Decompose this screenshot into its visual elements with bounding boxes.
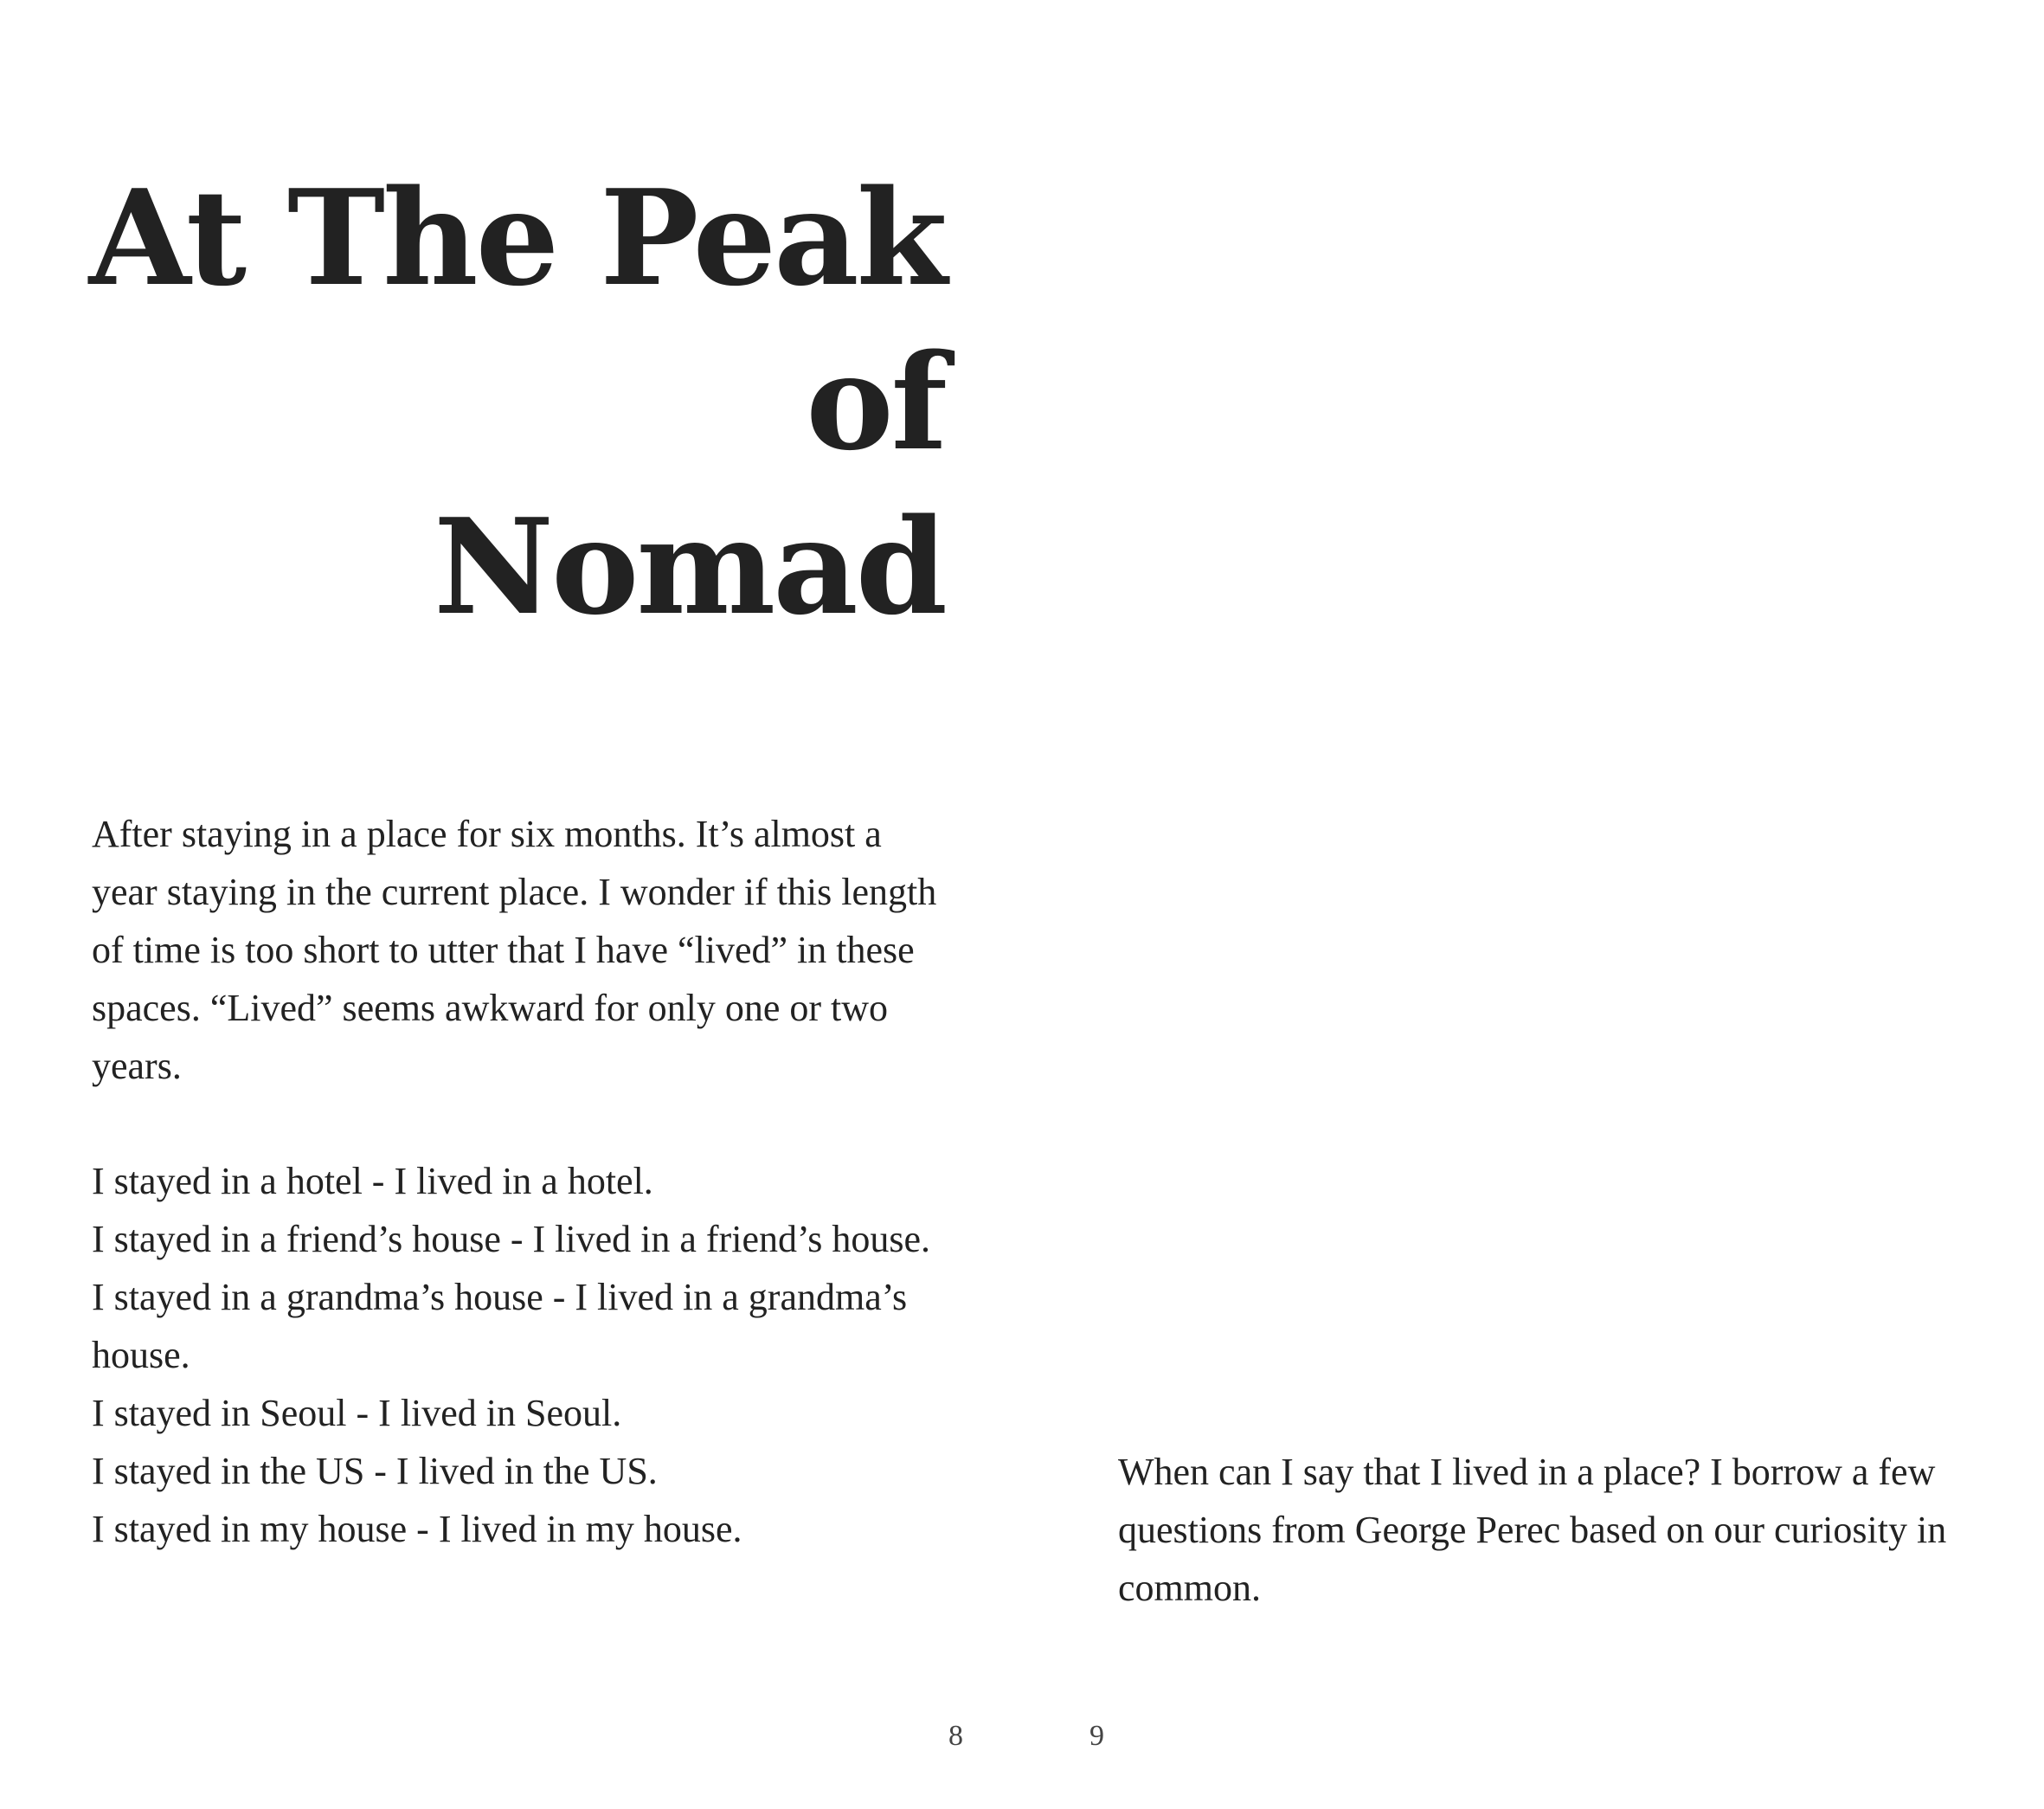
question-paragraph: When can I say that I lived in a place? I borrow a few questions from George Perec based on our curiosity in common. xyxy=(1118,1451,1947,1609)
stay-line: I stayed in Seoul - I lived in Seoul. xyxy=(92,1392,622,1434)
page-number-left: 8 xyxy=(948,1720,963,1752)
stay-line: I stayed in a hotel - I lived in a hotel. xyxy=(92,1160,653,1202)
stay-line: I stayed in my house - I lived in my house. xyxy=(92,1508,742,1550)
page-number-right: 9 xyxy=(1089,1720,1104,1752)
title-line-1: At The Peak xyxy=(88,160,945,315)
chapter-title xyxy=(87,156,945,649)
intro-paragraph: After staying in a place for six months. It’s almost a year staying in the current place. I wonder if this length of time is too short to utter that I have “lived” in these spaces. “Lived” seems awkward for only one or two years. xyxy=(92,813,937,1087)
right-page xyxy=(1022,0,2044,1809)
title-line-2: of xyxy=(806,325,945,480)
title-line-3: Nomad xyxy=(434,489,945,644)
stay-line: I stayed in a friend’s house - I lived in a friend’s house. xyxy=(92,1218,930,1260)
stays-list xyxy=(92,1152,948,1558)
stay-line: I stayed in the US - I lived in the US. xyxy=(92,1450,658,1492)
stay-line: I stayed in a grandma’s house - I lived in a grandma’s house. xyxy=(92,1276,908,1376)
